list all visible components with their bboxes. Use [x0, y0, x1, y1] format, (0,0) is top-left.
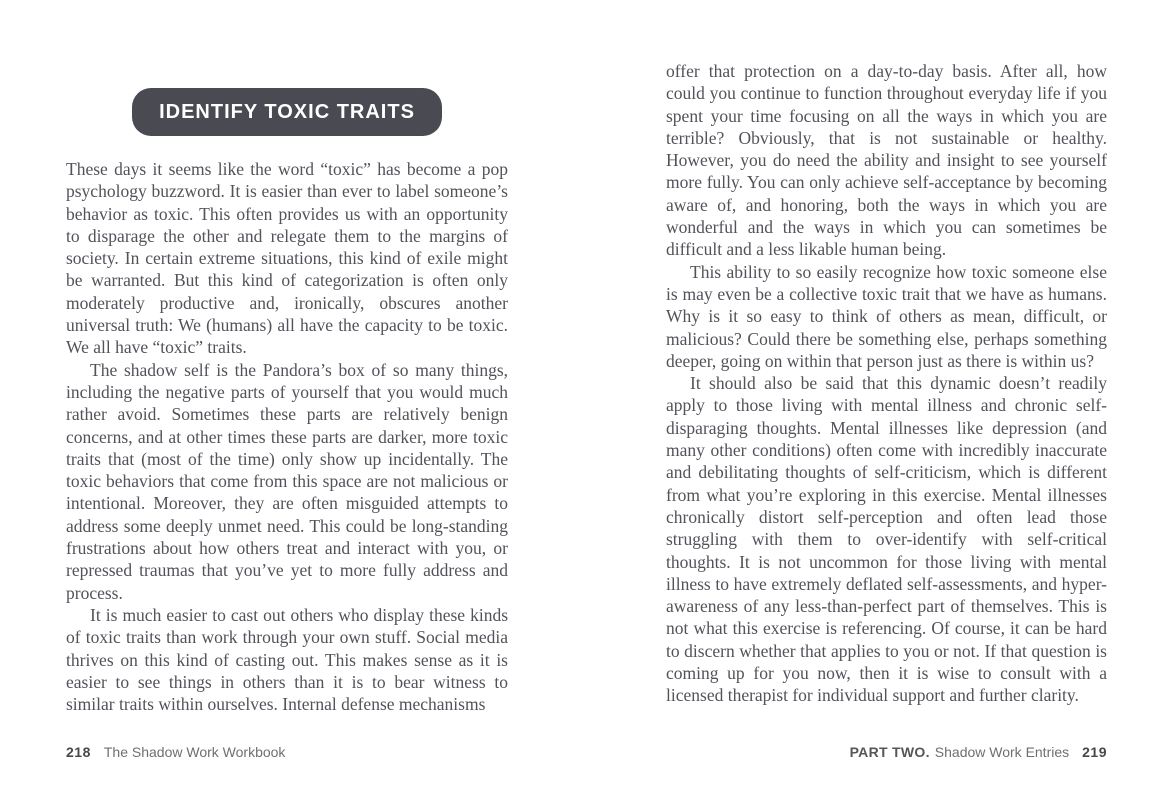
left-page-body [66, 158, 508, 715]
page-right [666, 0, 1107, 800]
section-title-badge: IDENTIFY TOXIC TRAITS [132, 88, 442, 136]
body-paragraph: It should also be said that this dynamic doesn’t readily apply to those living with mental illness and chronic self-disparaging thoughts. Mental illnesses like depression (and many other conditions) often come with incredibly inaccurate and debilitating thoughts of self-criticism, which is different from what you’re exploring in this exercise. Mental illnesses chronically distort self-perception and often lead those struggling with them to over-identify with self-critical thoughts. It is not uncommon for those living with mental illness to have extremely deflated self-assessments, and hyper-awareness of any less-than-perfect part of themselves. This is not what this exercise is referencing. Of course, it can be hard to discern whether that applies to you or not. If that question is coming up for you now, then it is wise to consult with a licensed therapist for individual support and further clarity. [666, 373, 1107, 706]
body-paragraph: This ability to so easily recognize how toxic someone else is may even be a collective toxic trait that we have as humans. Why is it so easy to think of others as mean, difficult, or malicious? Could there be something else, perhaps something deeper, going on within that person just as there is within us? [666, 261, 1107, 371]
right-page-body [666, 60, 1107, 707]
page-left [66, 0, 508, 800]
body-paragraph: It is much easier to cast out others who display these kinds of toxic traits than work through your own stuff. Social media thrives on this kind of casting out. This makes sense as it is easier to see things in others than it is to bear witness to similar traits within ourselves. Internal defense mechanisms [66, 604, 508, 715]
right-page-footer [666, 744, 1107, 760]
body-paragraph: offer that protection on a day-to-day basis. After all, how could you continue to function throughout everyday life if you spent your time focusing on all the ways in which you are terrible? Obviously, that is not sustainable or healthy. However, you do need the ability and insight to see yourself more fully. You can only achieve self-acceptance by becoming aware of, and honoring, both the ways in which you are wonderful and the ways in which you can sometimes be difficult and a less likable human being. [666, 61, 1107, 260]
part-label: PART TWO. [849, 744, 930, 760]
body-paragraph: These days it seems like the word “toxic” has become a pop psychology buzzword. It is easier than ever to label someone’s behavior as toxic. This often provides us with an opportunity to disparage the other and relegate them to the margins of society. In certain extreme situations, this kind of exile might be warranted. But this kind of categorization is often only moderately productive and, ironically, obscures another universal truth: We (humans) all have the capacity to be toxic. We all have “toxic” traits. [66, 159, 508, 358]
book-title: The Shadow Work Workbook [103, 744, 286, 760]
left-page-footer [66, 744, 508, 760]
page-number: 219 [1082, 744, 1107, 760]
section-label: Shadow Work Entries [934, 744, 1070, 760]
body-paragraph: The shadow self is the Pandora’s box of so many things, including the negative parts of yourself that you would much rather avoid. Sometimes these parts are relatively benign concerns, and at other times these parts are darker, more toxic traits that (most of the time) only show up incidentally. The toxic behaviors that come from this space are not malicious or intentional. Moreover, they are often misguided attempts to address some deeply unmet need. This could be long-standing frustrations about how others treat and interact with you, or repressed traumas that you’ve yet to more fully address and process. [66, 359, 508, 603]
page-number: 218 [66, 744, 91, 760]
